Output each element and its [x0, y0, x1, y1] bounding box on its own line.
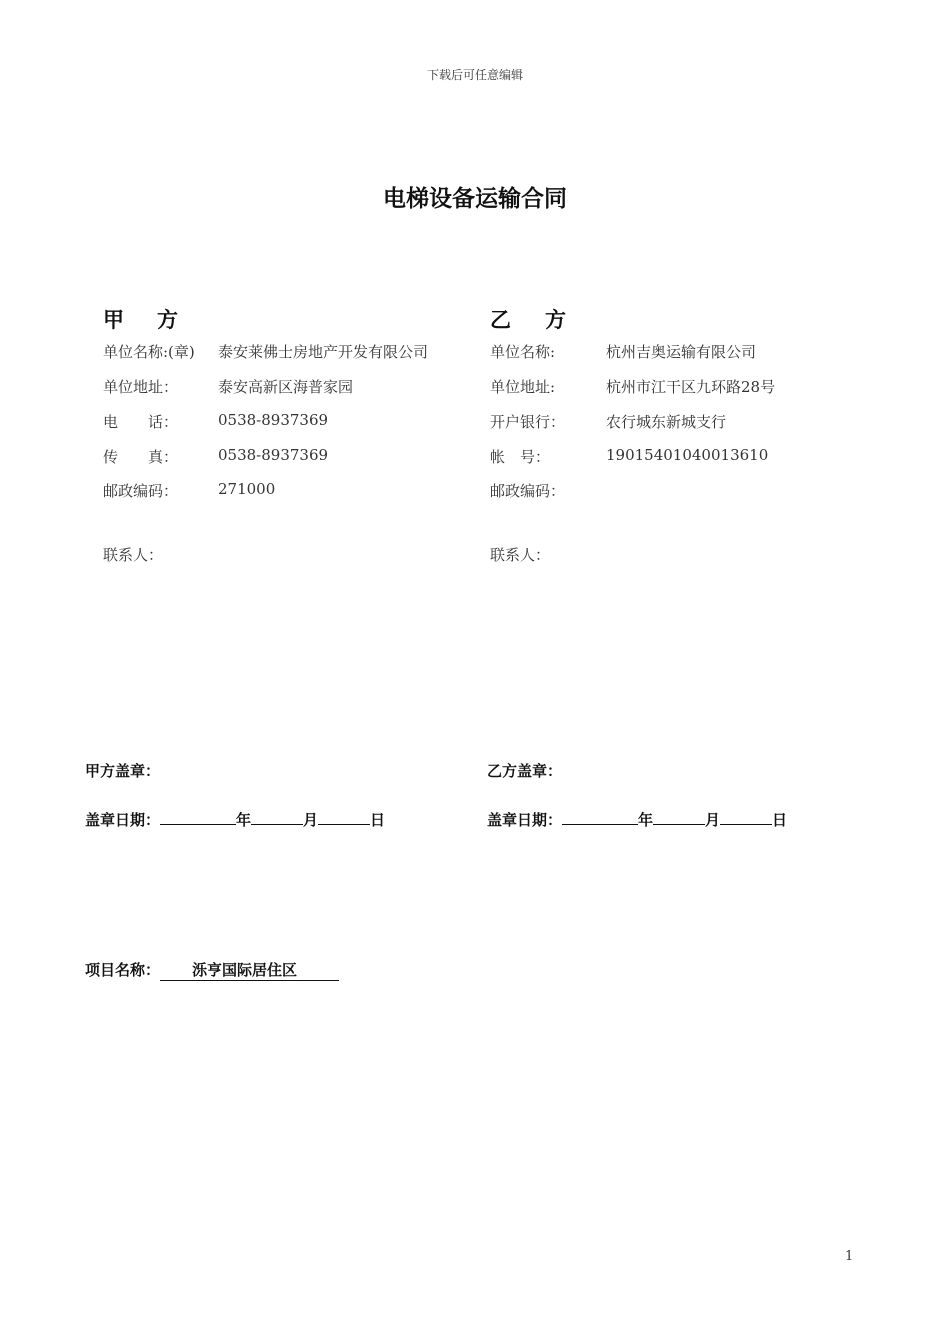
party-a-day-label: 日 [370, 811, 386, 829]
party-a-month-label: 月 [303, 811, 319, 829]
page-number: 1 [845, 1249, 854, 1264]
party-b-heading-2: 方 [545, 308, 566, 332]
party-a-seal-date [85, 809, 385, 830]
party-b-label-address: 单位地址: [490, 378, 556, 396]
party-b-label-name: 单位名称: [490, 343, 556, 361]
party-a-value-name: 泰安莱佛士房地产开发有限公司 [218, 343, 429, 361]
party-a-value-address: 泰安高新区海普家园 [218, 378, 354, 396]
project-name: 泺亨国际居住区 [160, 959, 339, 981]
party-b-seal-label: 乙方盖章： [487, 762, 563, 780]
party-b-value-account: 19015401040013610 [606, 446, 769, 464]
party-a-label-name: 单位名称:(章) [103, 343, 195, 361]
party-a-value-postcode: 271000 [218, 480, 276, 498]
party-b-contact-label: 联系人： [490, 546, 551, 564]
party-b-value-bank: 农行城东新城支行 [606, 413, 727, 431]
party-b-day-label: 日 [772, 811, 788, 829]
party-b-year-label: 年 [638, 811, 654, 829]
project-line [85, 959, 339, 981]
document-title: 电梯设备运输合同 [383, 186, 567, 212]
party-a-label-postcode: 邮政编码： [103, 482, 179, 500]
party-b-month-blank[interactable] [653, 809, 705, 825]
project-label: 项目名称： [85, 961, 161, 979]
party-b-heading-1: 乙 [490, 308, 511, 332]
party-a-label-fax: 传 真： [103, 448, 179, 466]
party-b-label-bank: 开户银行： [490, 413, 566, 431]
party-a-contact-label: 联系人： [103, 546, 164, 564]
party-a-day-blank[interactable] [318, 809, 370, 825]
party-a-month-blank[interactable] [251, 809, 303, 825]
party-b-label-postcode: 邮政编码： [490, 482, 566, 500]
party-a-value-fax: 0538-8937369 [218, 446, 329, 464]
party-b-day-blank[interactable] [720, 809, 772, 825]
party-b-value-address: 杭州市江干区九环路28号 [606, 378, 776, 396]
party-a-seal-label: 甲方盖章： [85, 762, 161, 780]
party-a-value-phone: 0538-8937369 [218, 411, 329, 429]
party-b-date-label: 盖章日期： [487, 811, 563, 829]
party-a-date-label: 盖章日期： [85, 811, 161, 829]
party-a-year-label: 年 [236, 811, 252, 829]
party-a-heading-1: 甲 [103, 308, 124, 332]
party-a-year-blank[interactable] [160, 809, 236, 825]
party-b-year-blank[interactable] [562, 809, 638, 825]
party-a-label-phone: 电 话： [103, 413, 179, 431]
party-b-month-label: 月 [705, 811, 721, 829]
header-note: 下载后可任意编辑 [426, 68, 523, 82]
party-b-label-account: 帐 号： [490, 448, 551, 466]
party-b-value-name: 杭州吉奥运输有限公司 [606, 343, 757, 361]
party-a-label-address: 单位地址： [103, 378, 179, 396]
party-b-seal-date [487, 809, 787, 830]
party-a-heading-2: 方 [157, 308, 178, 332]
